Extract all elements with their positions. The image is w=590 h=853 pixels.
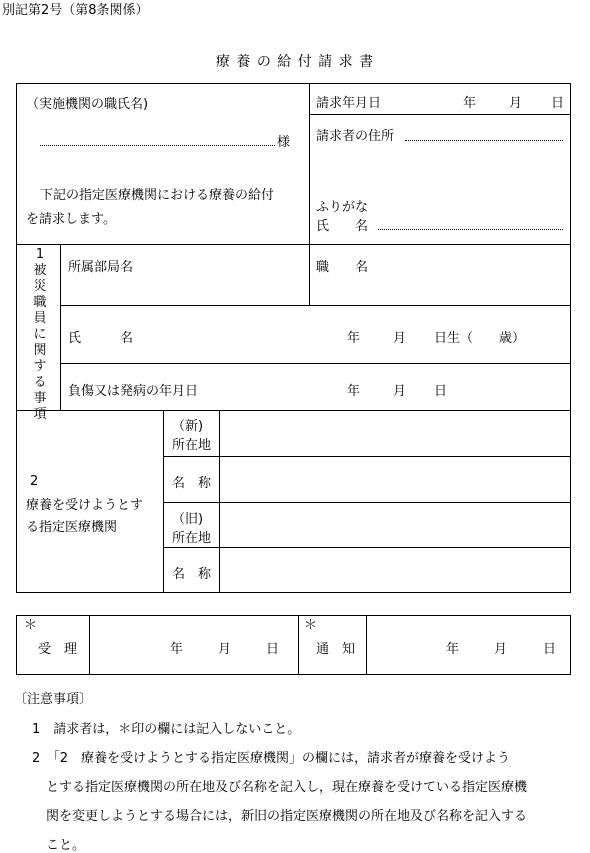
new-label: （新) <box>172 419 204 434</box>
note-item-2-line3: 関を変更しようとする場合には，新旧の指定医療機関の所在地及び名称を記入する <box>46 809 528 824</box>
sama-label: 様 <box>277 135 291 150</box>
note-item-1: 1 請求者は，＊印の欄には記入しないこと。 <box>32 722 301 737</box>
section1-label: 1 被 災 職 員 に 関 す る 事 項 <box>33 247 47 422</box>
address-label: 請求者の住所 <box>316 129 395 144</box>
old-name-label: 名 称 <box>172 567 212 582</box>
old-label: （旧) <box>172 512 204 527</box>
request-year: 年 <box>463 96 477 111</box>
accept-mark: ＊ <box>24 618 38 633</box>
accept-label: 受 理 <box>38 642 78 657</box>
name-label: 氏 名 <box>316 219 369 234</box>
notice-label: 通 知 <box>316 642 356 657</box>
accept-day: 日 <box>266 642 280 657</box>
request-date-label: 請求年月日 <box>316 96 382 111</box>
birth-year: 年 <box>347 331 361 346</box>
notice-mark: ＊ <box>304 618 318 633</box>
new-name-label: 名 称 <box>172 476 212 491</box>
name-field[interactable] <box>378 229 563 230</box>
section2-number: 2 <box>30 474 39 489</box>
notice-year: 年 <box>446 642 460 657</box>
notice-month: 月 <box>494 642 508 657</box>
note-item-2-line2: とする指定医療機関の所在地及び名称を記入し，現在療養を受けている指定医療機 <box>46 780 528 795</box>
request-month: 月 <box>509 96 523 111</box>
org-label: （実施機関の職氏名) <box>26 97 149 112</box>
injury-day: 日 <box>434 384 448 399</box>
dept-label: 所属部局名 <box>68 260 134 275</box>
person-name-label: 氏 名 <box>68 331 134 346</box>
accept-month: 月 <box>218 642 232 657</box>
birth-day-age: 日生（ 歳） <box>434 331 526 346</box>
post-label: 職 名 <box>316 260 369 275</box>
accept-year: 年 <box>170 642 184 657</box>
note-item-2-line4: こと。 <box>46 838 86 853</box>
injury-date-label: 負傷又は発病の年月日 <box>68 384 199 399</box>
request-day: 日 <box>551 96 565 111</box>
old-location-label: 所在地 <box>172 531 212 546</box>
address-field[interactable] <box>405 140 563 141</box>
form-reference: 別記第2号（第8条関係） <box>2 3 149 18</box>
injury-year: 年 <box>347 384 361 399</box>
request-text-line1: 下記の指定医療機関における療養の給付 <box>40 188 275 203</box>
notes-heading: 〔注意事項〕 <box>14 692 93 707</box>
birth-month: 月 <box>393 331 407 346</box>
furigana-label: ふりがな <box>316 200 369 215</box>
notice-day: 日 <box>543 642 557 657</box>
section2-line1: 療養を受けようとす <box>26 498 144 513</box>
section2-line2: る指定医療機関 <box>26 520 118 535</box>
org-name-field[interactable] <box>40 145 275 146</box>
page-title: 療 養 の 給 付 請 求 書 <box>215 54 375 70</box>
injury-month: 月 <box>393 384 407 399</box>
request-text-line2: を請求します。 <box>26 212 116 227</box>
note-item-2-line1: 2 「2 療養を受けようとする指定医療機関」の欄には，請求者が療養を受けよう <box>32 751 511 766</box>
new-location-label: 所在地 <box>172 438 212 453</box>
